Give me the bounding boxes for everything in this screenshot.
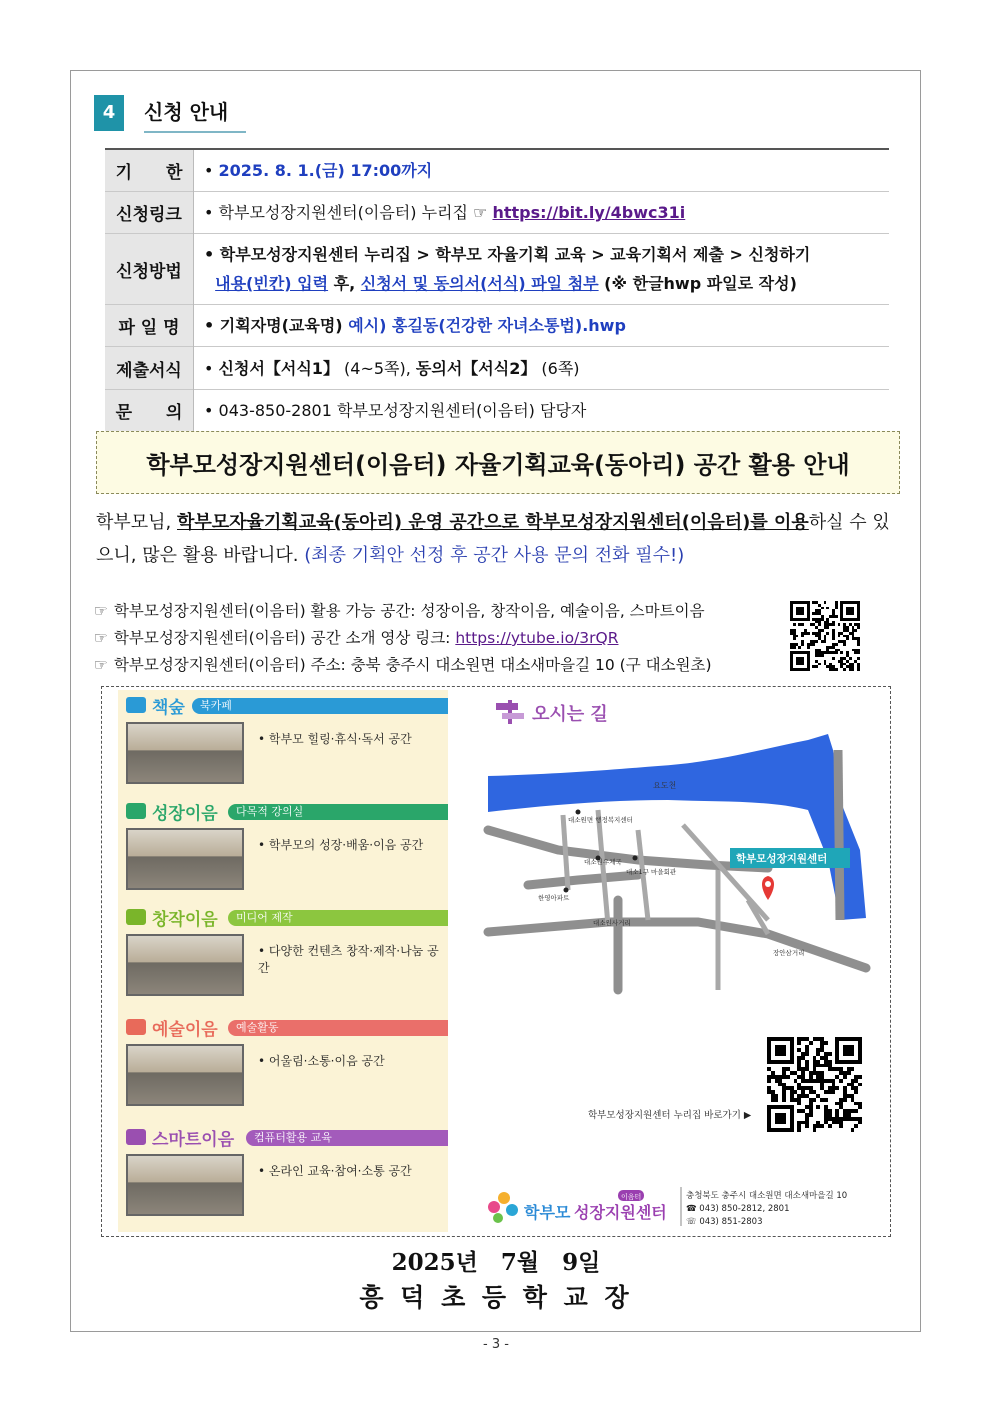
space-guide-banner: 학부모성장지원센터(이음터) 자율기획교육(동아리) 공간 활용 안내: [96, 431, 900, 494]
space-icon: [126, 909, 146, 925]
logo-text-a: 학부모: [524, 1203, 571, 1222]
row-value: • 학부모성장지원센터 누리집 > 학부모 자율기획 교육 > 교육기획서 제출 > 신청하기 내용(빈칸) 입력 후, 신청서 및 동의서(서식) 파일 첨부 (※ 한글hwp 파일로 작성): [204, 245, 811, 293]
list-item: [94, 598, 712, 625]
center-fax: ☏ 043) 851-2803: [686, 1217, 763, 1227]
link-prefix: 학부모성장지원센터(이음터) 누리집 ☞: [218, 203, 493, 222]
form1-pages: (4~5쪽),: [338, 358, 416, 378]
minor-roads: [563, 810, 768, 990]
para-body: 하실 수 있으니, 많은 활용 바랍니다.: [96, 512, 890, 566]
table-row: [105, 149, 889, 192]
space-tag: 북카페: [192, 698, 448, 714]
space-header: [126, 906, 218, 928]
center-label: 학부모성장지원센터: [736, 853, 828, 865]
table-row: [105, 234, 889, 305]
map-title: 오시는 길: [532, 704, 608, 725]
road-label: 대소원사거리: [593, 919, 631, 927]
road-label: 장안삼거리: [773, 949, 805, 957]
row-value: • 2025. 8. 1.(금) 17:00까지: [204, 161, 433, 180]
list-item: [94, 625, 712, 652]
main-road: [838, 750, 840, 920]
space-icon: [126, 803, 146, 819]
row-label: 파 일 명: [105, 305, 194, 347]
space-description: • 학부모 힐링·휴식·독서 공간: [258, 732, 412, 746]
bullet-address: 학부모성장지원센터(이음터) 주소: 충북 충주시 대소원면 대소새마을길 10 (구 대소원초): [113, 656, 712, 674]
logo-text-b: 성장지원센터: [574, 1203, 667, 1222]
location-pin-icon: [762, 876, 774, 900]
place-label: 한영아파트: [538, 894, 570, 902]
space-description: • 어울림·소통·이음 공간: [258, 1054, 385, 1068]
list-item: [94, 652, 712, 679]
space-tag: 다목적 강의실: [228, 804, 448, 820]
map-drawing: [468, 690, 886, 1232]
space-photo: [126, 934, 244, 996]
signer: 흥 덕 초 등 학 교 장: [359, 1283, 633, 1312]
homepage-shortcut[interactable]: 학부모성장지원센터 누리집 바로가기 ▶: [588, 1110, 752, 1121]
form2: 동의서【서식2】: [415, 358, 537, 378]
apply-link[interactable]: https://bit.ly/4bwc31i: [492, 203, 686, 222]
space-header: [126, 800, 218, 822]
contact-text: 043-850-2801 학부모성장지원센터(이음터) 담당자: [218, 401, 587, 420]
space-icon: [126, 697, 146, 713]
space-photo: [126, 1154, 244, 1216]
row-value: • 학부모성장지원센터(이음터) 누리집 ☞ https://bit.ly/4bwc31i: [204, 203, 686, 222]
center-logo-icon: [488, 1192, 518, 1223]
filename-example: 예시) 홍길동(건강한 자녀소통법).hwp: [348, 316, 626, 335]
row-value: • 043-850-2801 학부모성장지원센터(이음터) 담당자: [204, 401, 587, 420]
map-panel: [468, 690, 886, 1232]
spaces-panel: [118, 690, 448, 1232]
space-name: 예술이음: [152, 1019, 218, 1040]
space-header: [126, 1016, 218, 1038]
qr-code-icon[interactable]: [790, 601, 860, 671]
row-label: 신청방법: [105, 234, 194, 305]
place-label: 대소1구 마을회관: [626, 868, 677, 876]
space-header: [126, 1126, 234, 1148]
space-description: • 온라인 교육·참여·소통 공간: [258, 1164, 412, 1178]
space-icon: [126, 1129, 146, 1145]
row-value: • 신청서【서식1】 (4~5쪽), 동의서【서식2】 (6쪽): [204, 358, 580, 378]
space-name: 창작이음: [152, 909, 218, 930]
space-photo: [126, 1044, 244, 1106]
method-attach: 신청서 및 동의서(서식) 파일 첨부: [360, 274, 599, 293]
bullet-spaces: 학부모성장지원센터(이음터) 활용 가능 공간: 성장이음, 창작이음, 예술이음, 스마트이음: [113, 602, 705, 620]
table-row: [105, 305, 889, 347]
deadline-text: 2025. 8. 1.(금) 17:00까지: [218, 161, 433, 180]
space-icon: [126, 1019, 146, 1035]
filename-format: 기획자명(교육명): [219, 316, 349, 335]
space-name: 성장이음: [152, 803, 218, 824]
table-row: [105, 347, 889, 390]
space-name: 책숲: [152, 697, 185, 718]
method-after: 후,: [328, 274, 361, 293]
pointing-hand-icon: ☞: [94, 629, 108, 647]
section-title: 신청 안내: [144, 92, 246, 133]
space-tag: 컴퓨터활용 교육: [246, 1130, 448, 1146]
row-label: 제출서식: [105, 347, 194, 390]
qr-code-icon[interactable]: [767, 1037, 862, 1132]
section-number: 4: [94, 95, 124, 131]
bullet-video-label: 학부모성장지원센터(이음터) 공간 소개 영상 링크:: [113, 629, 456, 647]
form1: 신청서【서식1】: [218, 358, 339, 378]
form2-pages: (6쪽): [536, 358, 580, 378]
pointing-hand-icon: ☞: [94, 602, 108, 620]
logo-small: 이음터: [621, 1193, 642, 1201]
space-photo: [126, 722, 244, 784]
place-label: 대소원우체국: [584, 858, 622, 866]
space-bullets: [94, 598, 712, 679]
row-label: 기 한: [105, 149, 194, 192]
space-description: • 학부모의 성장·배움·이음 공간: [258, 838, 424, 852]
place-label: 대소원면 행정복지센터: [568, 816, 633, 824]
para-note: (최종 기획안 선정 후 공간 사용 문의 전화 필수!): [304, 545, 685, 566]
table-row: [105, 390, 889, 433]
method-line1: 학부모성장지원센터 누리집 > 학부모 자율기획 교육 > 교육기획서 제출 > 신청하기: [219, 245, 811, 264]
row-label: 문 의: [105, 390, 194, 433]
space-description: • 다양한 컨텐츠 창작·제작·나눔 공간: [258, 944, 439, 975]
river: [488, 734, 866, 920]
para-greeting: 학부모님,: [96, 512, 177, 533]
row-value: • 기획자명(교육명) 예시) 홍길동(건강한 자녀소통법).hwp: [204, 316, 626, 335]
row-label: 신청링크: [105, 192, 194, 234]
para-emphasis: 학부모자율기획교육(동아리) 운영 공간으로 학부모성장지원센터(이음터)를 이용: [177, 512, 809, 533]
space-tag: 미디어 제작: [228, 910, 448, 926]
method-note: (※ 한글hwp 파일로 작성): [598, 274, 797, 293]
intro-paragraph: [96, 506, 901, 572]
river-label: 요도천: [653, 781, 677, 790]
page-number: - 3 -: [483, 1337, 509, 1352]
space-name: 스마트이음: [152, 1129, 235, 1150]
space-photo: [126, 828, 244, 890]
center-address: 충청북도 충주시 대소원면 대소새마을길 10: [686, 1191, 848, 1201]
info-table: [105, 148, 889, 433]
pointing-hand-icon: ☞: [94, 656, 108, 674]
space-tag: 예술활동: [228, 1020, 448, 1036]
space-header: [126, 694, 185, 716]
table-row: [105, 192, 889, 234]
signpost-icon: [496, 700, 524, 724]
center-tel: ☎ 043) 850-2812, 2801: [686, 1204, 790, 1214]
document-date: 2025년 7월 9일: [391, 1249, 601, 1276]
section-header: [94, 92, 246, 133]
method-input: 내용(빈칸) 입력: [215, 274, 329, 293]
video-link[interactable]: https://ytube.io/3rQR: [455, 629, 619, 647]
